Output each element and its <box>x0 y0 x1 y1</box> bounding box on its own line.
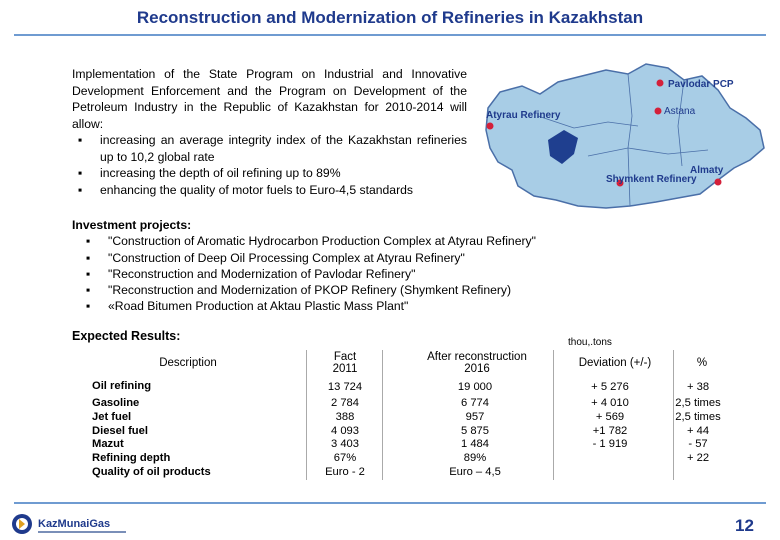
row-label-jet-fuel: Jet fuel <box>92 410 132 423</box>
cell-deviation: + 569 <box>595 410 625 423</box>
cell-after: Euro – 4,5 <box>449 465 501 478</box>
square-bullet-icon: ▪ <box>86 299 91 314</box>
logo-underline <box>38 531 126 533</box>
map-label-atyrau: Atyrau Refinery <box>486 110 561 121</box>
cell-fact: 3 403 <box>331 438 359 451</box>
cell-percent-oil-refining: + 38 <box>686 381 710 393</box>
investment-projects <box>72 217 712 315</box>
row-label-gasoline: Gasoline <box>92 397 140 409</box>
investment-item: ▪ "Construction of Aromatic Hydrocarbon Production Complex at Atyrau Refinery" <box>86 234 536 249</box>
investment-item: ▪ "Reconstruction and Modernization of Pavlodar Refinery" <box>86 266 416 281</box>
cell-after: 957 <box>465 410 485 423</box>
cell-deviation: - 1 919 <box>592 438 628 451</box>
cell-fact: 2 784 <box>331 397 359 409</box>
col-header-fact: Fact 2011 <box>332 351 358 375</box>
map-city-atyrau <box>487 123 494 130</box>
map-label-astana: Astana <box>664 106 696 117</box>
cell-percent: - 57 <box>688 438 708 451</box>
square-bullet-icon: ▪ <box>78 166 83 180</box>
intro-bullet: ▪ increasing the depth of oil refining up to 89% <box>78 166 341 180</box>
intro-paragraph: Implementation of the State Program on Industrial and Innovative Development Enforcement and the Program on Development of the Petroleum Industry in the Republic of Kazakhstan for 2010-2014 will allow: <box>72 67 467 131</box>
map-label-almaty: Almaty <box>690 165 724 176</box>
table-separator <box>306 350 307 480</box>
map-city-pavlodar <box>657 80 664 87</box>
page-title: Reconstruction and Modernization of Refineries in Kazakhstan <box>136 8 644 27</box>
expected-results-header: Expected Results: <box>72 329 181 343</box>
col-header-percent: % <box>696 357 708 369</box>
row-label-mazut: Mazut <box>92 438 124 451</box>
square-bullet-icon: ▪ <box>86 250 91 265</box>
cell-fact: 67% <box>333 452 357 465</box>
table-separator <box>553 350 554 480</box>
cell-percent: 2,5 times <box>675 410 721 423</box>
map-city-almaty <box>715 179 722 186</box>
investment-header: Investment projects: <box>72 218 192 232</box>
company-logo-text: KazMunaiGas <box>38 518 111 530</box>
cell-deviation: +1 782 <box>592 424 628 437</box>
cell-fact: 388 <box>335 410 355 423</box>
map-label-shymkent: Shymkent Refinery <box>606 174 697 185</box>
map-city-astana <box>655 108 662 115</box>
col-header-deviation: Deviation (+/-) <box>578 357 652 369</box>
square-bullet-icon: ▪ <box>78 182 83 197</box>
intro-bullet: ▪ increasing an average integrity index of the Kazakhstan refineries up to 10,2 global rate <box>78 133 467 164</box>
cell-after: 1 484 <box>461 438 489 451</box>
table-separator <box>382 350 383 480</box>
map-label-pavlodar: Pavlodar PCP <box>668 79 734 90</box>
cell-fact: Euro - 2 <box>325 465 365 478</box>
cell-percent: + 22 <box>686 452 710 465</box>
intro-bullet-list <box>72 132 467 198</box>
cell-deviation: + 4 010 <box>591 397 629 409</box>
row-label-oil-refining: Oil refining <box>92 380 152 392</box>
investment-list <box>72 233 712 314</box>
cell-fact-oil-refining: 13 724 <box>327 381 363 393</box>
square-bullet-icon: ▪ <box>86 283 91 298</box>
cell-after: 89% <box>463 452 487 465</box>
col-header-after: After reconstruction 2016 <box>427 351 527 375</box>
cell-after-oil-refining: 19 000 <box>457 381 493 393</box>
after-column <box>425 397 525 480</box>
investment-item: ▪ «Road Bitumen Production at Aktau Plastic Mass Plant" <box>86 299 409 314</box>
intro-block <box>72 66 467 198</box>
intro-bullet: ▪ enhancing the quality of motor fuels to Euro-4,5 standards <box>78 182 414 197</box>
kazakhstan-map <box>478 56 768 216</box>
page-number: 12 <box>735 516 754 535</box>
square-bullet-icon: ▪ <box>86 266 91 281</box>
percent-column <box>673 397 723 466</box>
square-bullet-icon: ▪ <box>86 234 91 249</box>
cell-after: 5 875 <box>461 424 489 437</box>
cell-after: 6 774 <box>461 397 489 409</box>
deviation-column <box>565 397 655 452</box>
row-label-diesel-fuel: Diesel fuel <box>92 424 148 437</box>
units-label: thou,.tons <box>568 337 612 348</box>
col-header-description: Description <box>159 357 217 369</box>
row-label-refining-depth: Refining depth <box>92 452 171 465</box>
cell-percent: 2,5 times <box>675 397 721 409</box>
cell-fact: 4 093 <box>331 424 359 437</box>
footer-divider <box>14 502 766 504</box>
cell-deviation-oil-refining: + 5 276 <box>591 381 629 393</box>
title-divider <box>14 34 766 36</box>
cell-percent: + 44 <box>686 424 710 437</box>
square-bullet-icon: ▪ <box>78 133 83 147</box>
investment-item: ▪ "Reconstruction and Modernization of PKOP Refinery (Shymkent Refinery) <box>86 283 512 298</box>
row-label-quality: Quality of oil products <box>92 465 211 478</box>
fact-column <box>310 397 380 480</box>
investment-item: ▪ "Construction of Deep Oil Processing Complex at Atyrau Refinery" <box>86 250 465 265</box>
row-labels-column <box>92 397 211 480</box>
